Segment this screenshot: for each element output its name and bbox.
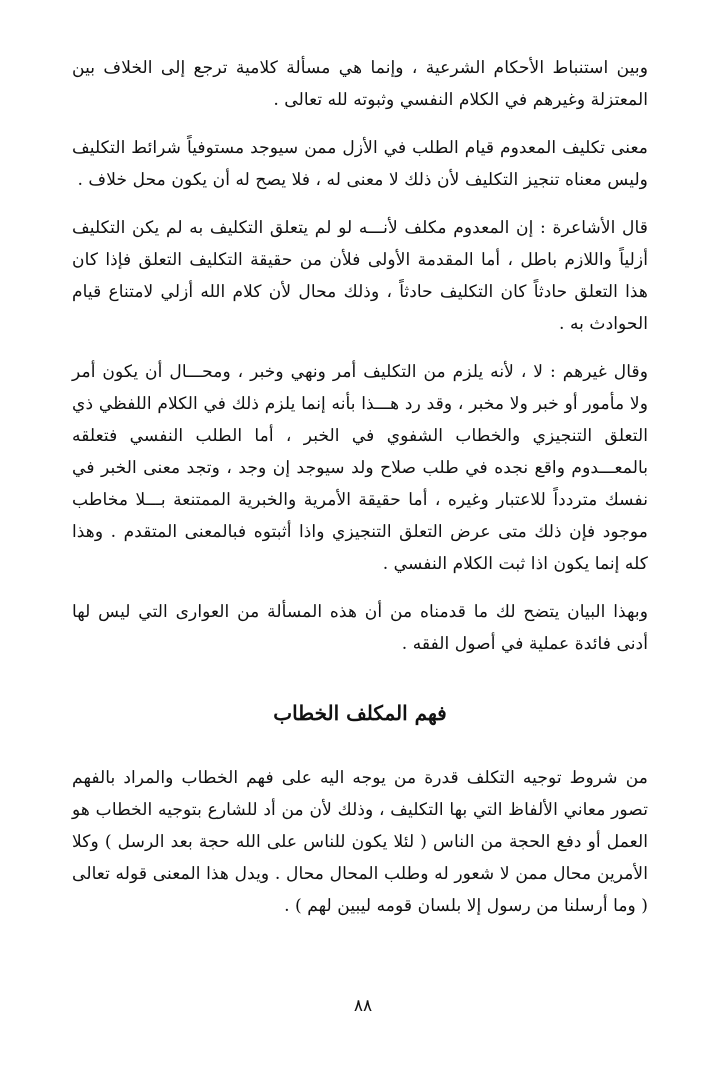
paragraph-6: من شروط توجيه التكلف قدرة من يوجه اليه على فهم الخطاب والمراد بالفهم تصور معاني الألفاظ التي بها التكليف ، وذلك لأن من أد للشارع بتوجيه الخطاب هو العمل أو دفع الحجة من الناس ( لئلا يكون للناس على الله حجة بعد الرسل ) وكلا الأمرين محال ممن لا شعور له وطلب المحال محال . ويدل هذا المعنى قوله تعالى ( وما أرسلنا من رسول إلا بلسان قومه ليبين لهم ) . xyxy=(72,768,648,916)
paragraph-spacer xyxy=(72,340,648,356)
section-heading: فهم المكلف الخطاب xyxy=(273,701,447,725)
paragraph-3: قال الأشاعرة : إن المعدوم مكلف لأنـــه لو لم يتعلق التكليف به لم يكن التكليف أزلياً واللازم باطل ، أما المقدمة الأولى فلأن من حقيقة التكليف التعلق فإذا كان هذا التعلق حادثاً كان التكليف حادثاً ، وذلك محال لأن كلام الله أزلي لامتناع قيام الحوادث به . xyxy=(72,218,648,334)
page-number: ٨٨ xyxy=(353,996,373,1016)
paragraph-1: وبين استنباط الأحكام الشرعية ، وإنما هي مسألة كلامية ترجع إلى الخلاف بين المعتزلة وغيرهم في الكلام النفسي وثبوته لله تعالى . xyxy=(72,58,648,110)
paragraph-2: معنى تكليف المعدوم قيام الطلب في الأزل ممن سيوجد مستوفياً شرائط التكليف وليس معناه تنجيز التكليف لأن ذلك لا معنى له ، فلا يصح له أن يكون محل خلاف . xyxy=(72,138,648,190)
paragraph-spacer xyxy=(72,196,648,212)
paragraph-4: وقال غيرهم : لا ، لأنه يلزم من التكليف أمر ونهي وخبر ، ومحـــال أن يكون أمر ولا مأمور أو خبر ولا مخبر ، وقد رد هـــذا بأنه إنما يلزم ذلك في الكلام اللفظي ذي التعلق التنجيزي والخطاب الشفوي في الخبر ، أما الطلب النفسي فتعلقه بالمعـــدوم واقع نجده في طلب صلاح ولد سيوجد إن وجد ، وتجد معنى الخبر في نفسك متردداً للاعتبار وغيره ، أما حقيقة الأمرية والخبرية الممتنعة بـــلا مخاطب موجود فإن ذلك متى عرض التعلق التنجيزي واذا أثبتوه فبالمعنى المتقدم . وهذا كله إنما يكون اذا ثبت الكلام النفسي . xyxy=(72,362,648,574)
paragraph-spacer xyxy=(72,580,648,596)
paragraph-5: وبهذا البيان يتضح لك ما قدمناه من أن هذه المسألة من العوارى التي ليس لها أدنى فائدة عملية في أصول الفقه . xyxy=(72,602,648,654)
paragraph-spacer xyxy=(72,116,648,132)
